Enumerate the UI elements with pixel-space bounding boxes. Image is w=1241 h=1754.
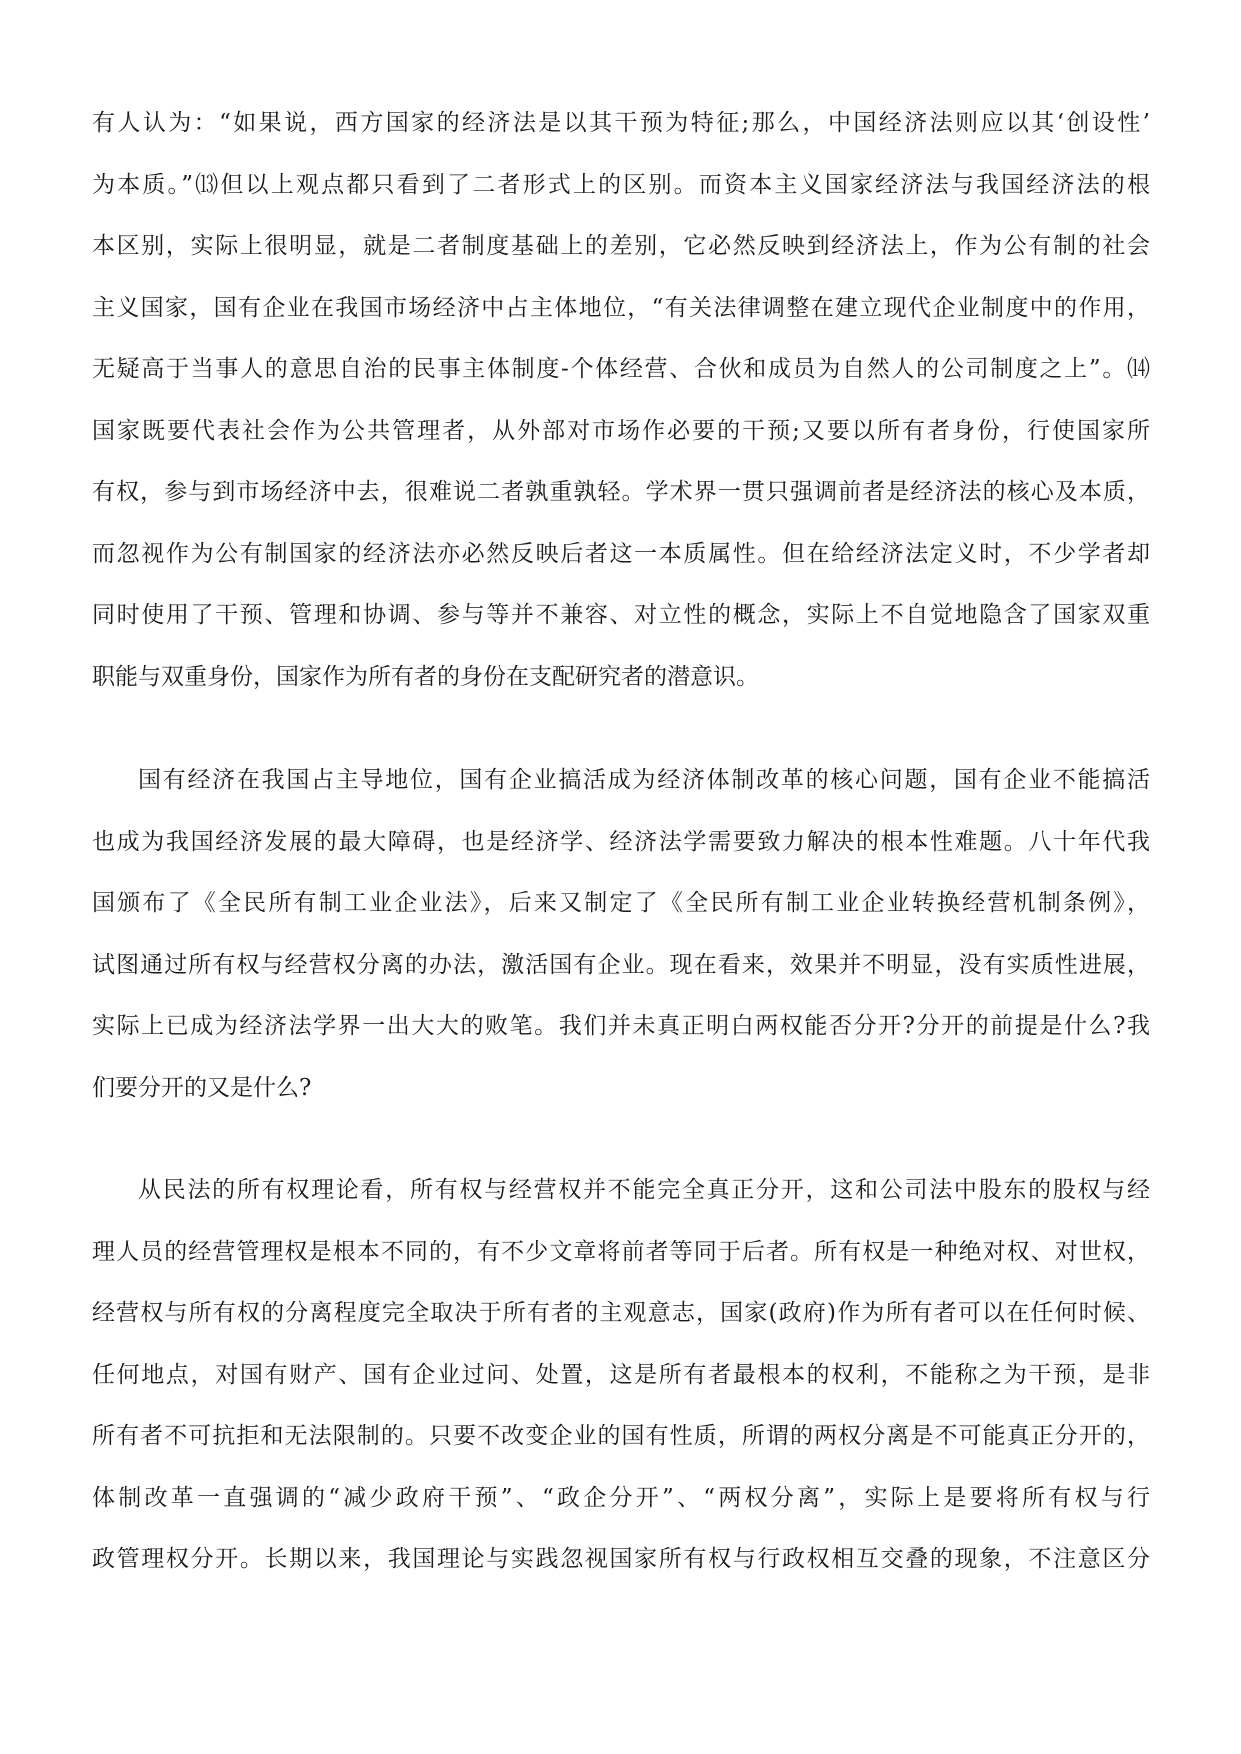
text-line: 也成为我国经济发展的最大障碍，也是经济学、经济法学需要致力解决的根本性难题。八十年代我 (92, 828, 1150, 855)
text-line: 同时使用了干预、管理和协调、参与等并不兼容、对立性的概念，实际上不自觉地隐含了国家双重 (92, 602, 1150, 628)
text-line: 而忽视作为公有制国家的经济法亦必然反映后者这一本质属性。但在给经济法定义时，不少学者却 (92, 540, 1150, 567)
text-line: 体制改革一直强调的“减少政府干预”、“政企分开”、“两权分离”，实际上是要将所有权与行 (92, 1484, 1150, 1511)
text-line: 所有者不可抗拒和无法限制的。只要不改变企业的国有性质，所谓的两权分离是不可能真正分开的， (92, 1423, 1150, 1449)
text-line: 有权，参与到市场经济中去，很难说二者孰重孰轻。学术界一贯只强调前者是经济法的核心及本质， (92, 479, 1150, 505)
paragraph-2 (92, 750, 1150, 1119)
text-line: 政管理权分开。长期以来，我国理论与实践忽视国家所有权与行政权相互交叠的现象，不注意区分 (92, 1546, 1150, 1572)
paragraph-3 (92, 1160, 1150, 1591)
text-line: 为本质。”⒀但以上观点都只看到了二者形式上的区别。而资本主义国家经济法与我国经济法的根 (92, 171, 1150, 198)
text-line: 有人认为：“如果说，西方国家的经济法是以其干预为特征;那么，中国经济法则应以其‘创设性’ (92, 110, 1150, 136)
text-line: 从民法的所有权理论看，所有权与经营权并不能完全真正分开，这和公司法中股东的股权与经 (138, 1177, 1150, 1203)
text-line: 本区别，实际上很明显，就是二者制度基础上的差别，它必然反映到经济法上，作为公有制的社会 (92, 233, 1150, 259)
text-line: 国颁布了《全民所有制工业企业法》，后来又制定了《全民所有制工业企业转换经营机制条例》， (92, 890, 1150, 916)
text-line: 经营权与所有权的分离程度完全取决于所有者的主观意志，国家(政府)作为所有者可以在任何时候、 (92, 1300, 1150, 1326)
text-line: 试图通过所有权与经营权分离的办法，激活国有企业。现在看来，效果并不明显，没有实质性进展， (92, 951, 1150, 978)
text-line: 国家既要代表社会作为公共管理者，从外部对市场作必要的干预;又要以所有者身份，行使国家所 (92, 417, 1150, 444)
text-line: 理人员的经营管理权是根本不同的，有不少文章将前者等同于后者。所有权是一种绝对权、对世权， (92, 1238, 1150, 1265)
text-line: 国有经济在我国占主导地位，国有企业搞活成为经济体制改革的核心问题，国有企业不能搞活 (138, 767, 1150, 793)
text-line: 实际上已成为经济法学界一出大大的败笔。我们并未真正明白两权能否分开?分开的前提是什么?我 (92, 1013, 1150, 1039)
paragraph-1 (92, 93, 1150, 708)
text-line: 主义国家，国有企业在我国市场经济中占主体地位，“有关法律调整在建立现代企业制度中的作用， (92, 294, 1150, 321)
text-line: 无疑高于当事人的意思自治的民事主体制度-个体经营、合伙和成员为自然人的公司制度之上”。⒁ (92, 356, 1150, 382)
text-line: 职能与双重身份，国家作为所有者的身份在支配研究者的潜意识。 (92, 663, 759, 690)
text-line: 们要分开的又是什么? (92, 1074, 312, 1101)
text-line: 任何地点，对国有财产、国有企业过问、处置，这是所有者最根本的权利，不能称之为干预，是非 (92, 1361, 1150, 1388)
